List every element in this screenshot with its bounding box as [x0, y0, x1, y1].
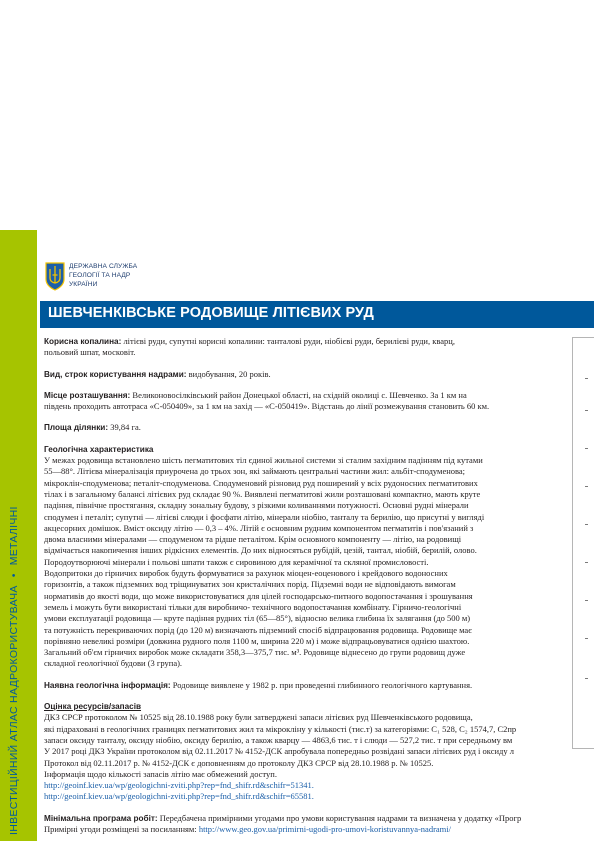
map-tick	[585, 378, 588, 379]
area-line	[44, 422, 594, 433]
reserves-line: запаси оксиду танталу, оксиду ніобію, оксиду берилію, а також кварцу — 4863,6 тис. т і слюди — 527,2 тис. т при середньому вм	[44, 734, 513, 745]
mineral-line-1	[44, 336, 594, 347]
geology-line: складної геологічної будови (3 група).	[44, 658, 183, 669]
map-tick	[585, 638, 588, 639]
location-value-1: Великоновосілківський район Донецької області, на східній околиці с. Шевченко. За 1 км на	[130, 389, 467, 400]
report-link-1[interactable]: http://geoinf.kiev.ua/wp/geologichni-zviti.php?rep=fnd_shifr.rd&schifr=51341.	[44, 780, 314, 791]
reserves-line: У 2017 році ДКЗ України протоколом від 02.11.2017 № 4152-ДСК апробувала попередньо розвідані запаси літієвих руд і оксиду л	[44, 746, 514, 757]
mineral-value-1: літієві руди, супутні корисні копалини: танталові руди, ніобієві руди, берилієві руди, кварц,	[121, 336, 455, 346]
section-name: МЕТАЛІЧНІ	[8, 506, 20, 566]
reserves-line: ДКЗ СРСР протоколом № 10525 від 28.10.1988 року були затверджені запаси літієвих руд Шевченківського родовища,	[44, 712, 473, 723]
map-tick	[585, 486, 588, 487]
geology-line: 55—88°. Літієва мінералізація приурочена до трьох зон, які займають центральні частини жил: альбіт-сподуменова;	[44, 466, 466, 477]
sidebar-separator: •	[8, 573, 20, 578]
program-label: Мінімальна програма робіт:	[44, 813, 158, 823]
geology-line: акцесорних домішок. Вміст оксиду літію — 0,3 – 4%. Літій є основним рудним компонентом пегматитів і пов'язаний з	[44, 522, 474, 533]
geology-line: У межах родовища встановлено шість пегматитових тіл єдиної жильної системи зі сталим західним падінням під кутами	[44, 455, 483, 466]
geology-line: сподумен і петаліт; супутні — літієві слюди і фосфати літію, мінерали ніобію, танталу та берилію, що присутні у вигляді	[44, 511, 485, 522]
use-line	[44, 369, 594, 380]
map-tick	[585, 524, 588, 525]
map-tick	[585, 678, 588, 679]
logo-line-3: УКРАЇНИ	[69, 281, 98, 289]
map-tick	[585, 600, 588, 601]
geology-line: та потужність перекриваючих порід (до 120 м) визначають підземний спосіб відпрацювання родовища. Родовище має	[44, 624, 472, 635]
trident-emblem-icon	[44, 261, 66, 291]
agreements-link[interactable]: http://www.geo.gov.ua/primirni-ugodi-pro-umovi-koristuvannya-nadrami/	[198, 823, 452, 834]
geology-line: порівняно невеликі розміри (довжина рудного поля 1100 м, ширина 220 м) і може відпрацьовуватися однією шахтою.	[44, 635, 470, 646]
report-link-2[interactable]: http://geoinf.kiev.ua/wp/geologichni-zviti.php?rep=fnd_shifr.rd&schifr=65581.	[44, 791, 314, 802]
area-value: 39,84 га.	[108, 422, 141, 433]
geology-line: мікроклін-сподуменова; петаліт-сподуменова. Сподуменовий різновид руд поширений у всіх рудоносних пегматитових	[44, 477, 478, 488]
reserves-heading: Оцінка ресурсів/запасів	[44, 702, 142, 712]
geology-line: Загальний об'єм гірничих виробок може складати 358,3—375,7 тис. м³. Родовище віднесено до групи родовищ дуже	[44, 647, 466, 658]
reserves-line: які підраховані в геологічних границях пегматитових жил та мікрокліну у кількості (тис.т) за категоріями: С₁ 528, С₂ 1574,7, С2пр	[44, 723, 517, 734]
reserves-line: Протокол від 02.11.2017 р. № 4152-ДСК є доповненням до протоколу ДКЗ СРСР від 28.10.1988 р. № 10525.	[44, 757, 434, 768]
geology-line: відмічається накопичення інших рідкісних елементів. До них відносяться рубідій, цезій, тантал, ніобій, берилій, олово.	[44, 545, 477, 556]
program-link-intro: Примірні угоди розміщені за посиланням:	[44, 823, 199, 834]
program-value: Передбачена примірними угодами про умови користування надрами та визначена у додатку «Прогр	[157, 812, 522, 823]
title-banner	[40, 301, 594, 328]
geology-line: умови експлуатації родовища — круте падіння рудних тіл (65—85°), відносно велика глибина їх залягання (до 500 м)	[44, 613, 471, 624]
geology-heading: Геологічна характеристика	[44, 444, 154, 454]
use-label: Вид, строк користування надрами:	[44, 369, 187, 379]
geology-line: падіння, північне простягання, складну зональну будову, з різкими коливаннями потужності. Основні рудні мінерали	[44, 500, 469, 511]
geology-line: Водопритоки до гірничих виробок будуть формуватися за рахунок міоцен-еоценового і крейдового водоносних	[44, 568, 448, 579]
mineral-label: Корисна копалина:	[44, 337, 122, 346]
logo-line-2: ГЕОЛОГІЇ ТА НАДР	[69, 272, 131, 280]
map-tick	[585, 410, 588, 411]
logo-line-1: ДЕРЖАВНА СЛУЖБА	[69, 263, 138, 270]
reserves-line: Інформація щодо кількості запасів літію має обмежений доступ.	[44, 768, 277, 779]
logo-text	[69, 262, 137, 290]
info-label: Наявна геологічна інформація:	[44, 680, 171, 690]
use-value: видобування, 20 років.	[186, 368, 271, 379]
location-label: Місце розташування:	[44, 390, 131, 400]
deposit-map-figure	[572, 337, 594, 749]
map-tick	[585, 562, 588, 563]
info-line	[44, 680, 594, 691]
agency-logo[interactable]	[44, 261, 204, 293]
info-value: Родовище виявлене у 1982 р. при проведенні глибинного геологічного картування.	[170, 679, 473, 690]
geology-line: горизонтів, а також підземних вод тріщинуватих зон кристалічних порід. Підземні води не відповідають вимогам	[44, 579, 456, 590]
deposit-description	[44, 336, 594, 835]
program-line-1	[44, 813, 594, 824]
geology-line: нормативів до якості води, що може використовуватися для цілей господарсько-питного водопостачання і зрошування	[44, 590, 473, 601]
geology-line: земель і можуть бути використані тільки для виробничо- технічного водопостачання комбінату. Гірничо-геологічні	[44, 601, 462, 612]
sidebar-vertical-title	[8, 506, 20, 835]
area-label: Площа ділянки:	[44, 423, 109, 433]
geology-line: Породоутворюючі мінерали і польові шпати також є сировиною для керамічної та скляної промисловості.	[44, 556, 429, 567]
program-line-2	[44, 824, 594, 835]
location-line-1	[44, 390, 594, 401]
location-value-2: південь проходить автотраса «С-050409», за 1 км на захід — «С-050419». Відстань до лінії розмежування становить 60 км.	[44, 401, 490, 412]
geology-line: тілах і в загальному балансі літієвих руд складає 90 %. Виявлені пегматитові жили розташовані компактно, мають круте	[44, 488, 481, 499]
geology-line: двома власними мінералами — сподуменом та рідше петалітом. Крім основного компоненту — літію, на родовищі	[44, 534, 462, 545]
map-tick	[585, 448, 588, 449]
page-title: ШЕВЧЕНКІВСЬКЕ РОДОВИЩЕ ЛІТІЄВИХ РУД	[48, 305, 374, 321]
atlas-title: ІНВЕСТИЦІЙНИЙ АТЛАС НАДРОКОРИСТУВАЧА	[8, 585, 20, 835]
mineral-value-2: польовий шпат, московіт.	[44, 347, 136, 358]
